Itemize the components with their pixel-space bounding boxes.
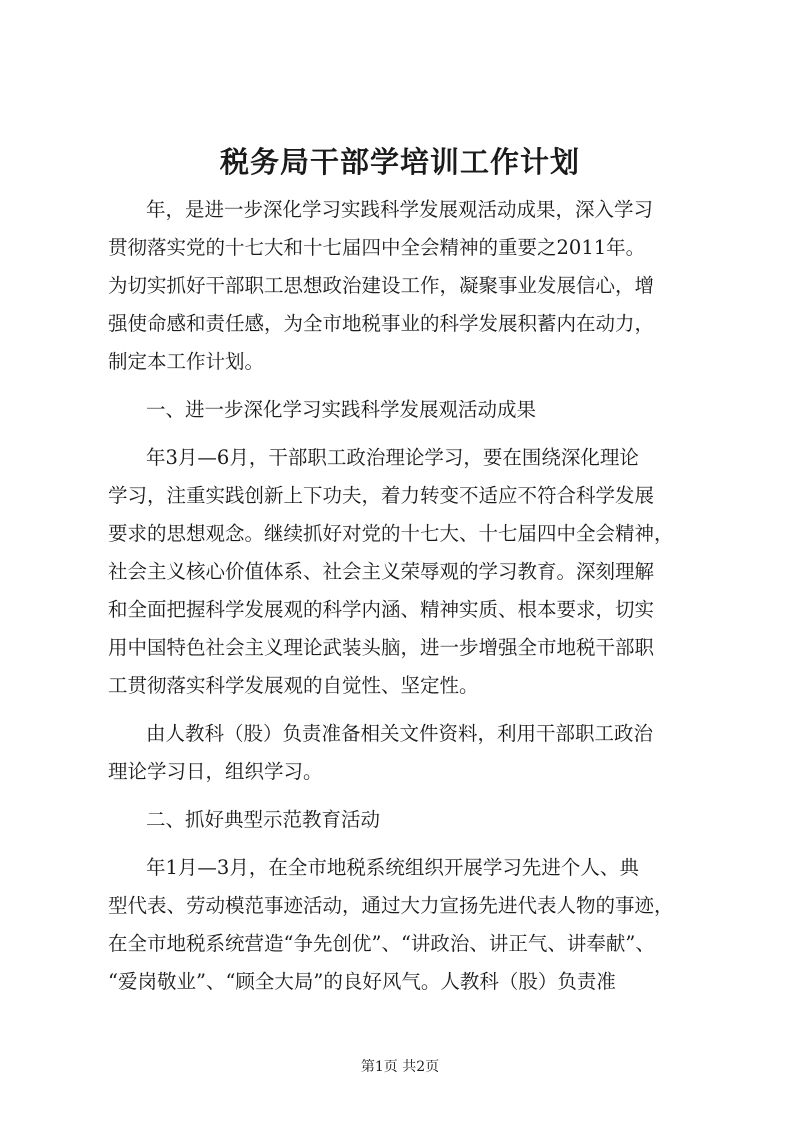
- paragraph-line: 用中国特色社会主义理论武装头脑，进一步增强全市地税干部职: [108, 636, 655, 659]
- paragraph-line: 由人教科（股）负责准备相关文件资料，利用干部职工政治: [146, 722, 654, 745]
- section-heading: 二、抓好典型示范教育活动: [146, 808, 381, 831]
- paragraph-line: 学习，注重实践创新上下功夫，着力转变不适应不符合科学发展: [108, 484, 655, 507]
- section-heading: 一、进一步深化学习实践科学发展观活动成果: [146, 398, 537, 421]
- paragraph-line: 年，是进一步深化学习实践科学发展观活动成果，深入学习: [146, 198, 654, 221]
- paragraph-line: 年1月—3月，在全市地税系统组织开展学习先进个人、典: [146, 856, 639, 879]
- paragraph-line: “爱岗敬业”、“顾全大局”的良好风气。人教科（股）负责准: [108, 970, 616, 993]
- paragraph-line: 工贯彻落实科学发展观的自觉性、坚定性。: [108, 674, 479, 697]
- paragraph-line: 为切实抓好干部职工思想政治建设工作，凝聚事业发展信心，增: [108, 274, 655, 297]
- paragraph-line: 年3月—6月，干部职工政治理论学习，要在围绕深化理论: [146, 446, 639, 469]
- paragraph-line: 社会主义核心价值体系、社会主义荣辱观的学习教育。深刻理解: [108, 560, 655, 583]
- page-footer: 第1页 共2页: [360, 1059, 440, 1075]
- paragraph-line: 要求的思想观念。继续抓好对党的十七大、十七届四中全会精神，: [108, 522, 674, 545]
- document-title: 税务局干部学培训工作计划: [219, 145, 580, 179]
- paragraph-line: 型代表、劳动模范事迹活动，通过大力宣扬先进代表人物的事迹，: [108, 894, 674, 917]
- paragraph-line: 理论学习日，组织学习。: [108, 760, 323, 783]
- paragraph-line: 和全面把握科学发展观的科学内涵、精神实质、根本要求，切实: [108, 598, 655, 621]
- paragraph-line: 强使命感和责任感，为全市地税事业的科学发展积蓄内在动力，: [108, 312, 655, 335]
- paragraph-line: 在全市地税系统营造“争先创优”、“讲政治、讲正气、讲奉献”、: [108, 932, 655, 955]
- paragraph-line: 制定本工作计划。: [108, 350, 265, 373]
- paragraph-line: 贯彻落实党的十七大和十七届四中全会精神的重要之2011年。: [108, 236, 646, 259]
